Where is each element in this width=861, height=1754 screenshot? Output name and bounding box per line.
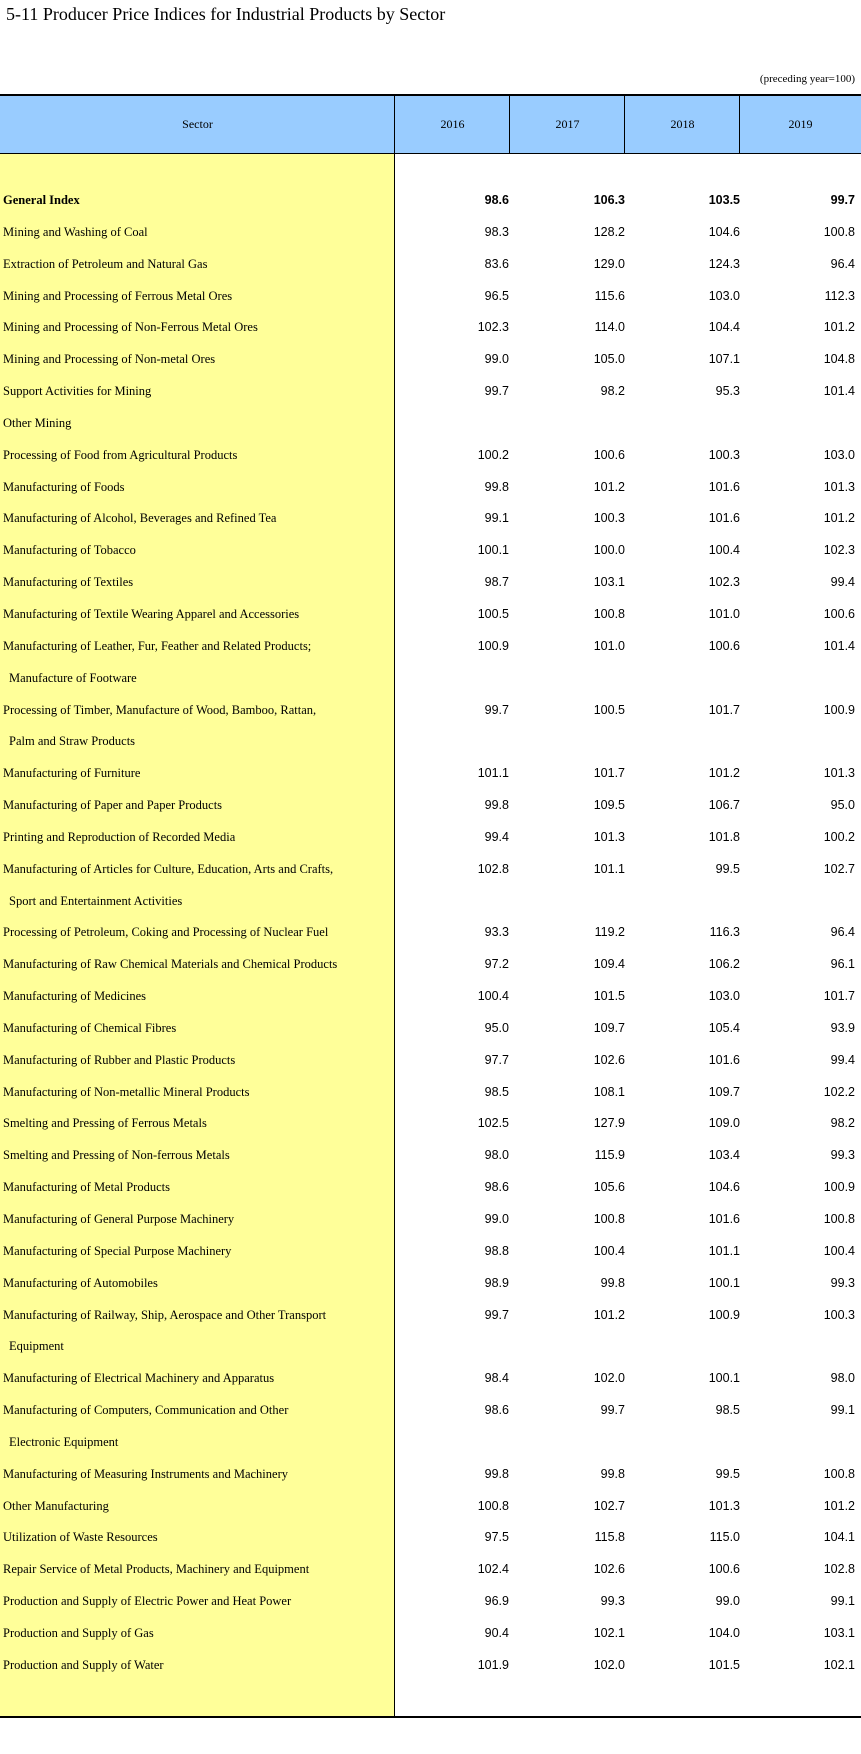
table-row: [0, 822, 861, 854]
value-2017: 101.2: [593, 479, 625, 494]
table-row: [0, 1108, 861, 1140]
sector-label: Manufacturing of Computers, Communication and Other: [3, 1403, 289, 1418]
value-2016: 96.9: [484, 1594, 509, 1609]
value-2018: 115.0: [709, 1530, 740, 1545]
value-2017: 99.3: [600, 1594, 625, 1609]
table-row: [0, 567, 861, 599]
value-2016: 97.7: [484, 1052, 509, 1067]
value-2017: 101.0: [593, 638, 625, 653]
sector-label: Other Manufacturing: [3, 1498, 109, 1513]
sector-label: Processing of Petroleum, Coking and Processing of Nuclear Fuel: [3, 925, 329, 940]
sector-label: Manufacturing of Tobacco: [3, 543, 136, 558]
value-2019: 99.1: [830, 1403, 855, 1418]
value-2019: 101.2: [823, 511, 855, 526]
table-row: [0, 1554, 861, 1586]
value-2017: 102.0: [593, 1657, 625, 1672]
sector-label: Manufacturing of Measuring Instruments and Machinery: [3, 1466, 288, 1481]
value-2017: 102.0: [593, 1371, 625, 1386]
table-row: [0, 1268, 861, 1300]
sector-label: Manufacturing of Raw Chemical Materials and Chemical Products: [3, 957, 338, 972]
value-2016: 98.6: [484, 1180, 509, 1195]
value-2017: 109.7: [593, 1020, 625, 1035]
value-2019: 96.4: [830, 925, 855, 940]
value-2017: 102.6: [593, 1562, 625, 1577]
value-2017: 105.6: [593, 1180, 625, 1195]
table-body: [0, 185, 861, 1682]
sector-label: Manufacturing of Furniture: [3, 766, 141, 781]
value-2018: 109.0: [708, 1116, 740, 1131]
value-2017: 100.5: [593, 702, 625, 717]
value-2018: 95.3: [715, 384, 740, 399]
table-row: [0, 949, 861, 981]
value-2018: 109.7: [708, 1084, 740, 1099]
value-2019: 93.9: [830, 1020, 855, 1035]
value-2018: 100.9: [708, 1307, 740, 1322]
table-row: [0, 1586, 861, 1618]
table-row: [0, 886, 861, 918]
value-2017: 102.7: [593, 1498, 625, 1513]
value-2016: 98.8: [484, 1243, 509, 1258]
value-2018: 100.1: [708, 1275, 740, 1290]
value-2019: 100.8: [823, 224, 855, 239]
value-2018: 101.2: [708, 766, 740, 781]
value-2019: 102.7: [823, 861, 855, 876]
sector-label: Palm and Straw Products: [9, 734, 136, 749]
value-2016: 98.4: [484, 1371, 509, 1386]
value-2018: 104.0: [708, 1625, 740, 1640]
value-2018: 103.5: [708, 193, 740, 207]
value-2017: 115.8: [594, 1530, 625, 1545]
value-2016: 100.5: [477, 606, 509, 621]
sector-label: Manufacturing of Leather, Fur, Feather and Related Products;: [3, 638, 312, 653]
value-2017: 100.8: [593, 606, 625, 621]
value-2016: 99.4: [484, 829, 509, 844]
table-row: [0, 1618, 861, 1650]
value-2016: 98.7: [484, 575, 509, 590]
sector-label: Manufacturing of Chemical Fibres: [3, 1020, 177, 1035]
value-2017: 102.6: [593, 1052, 625, 1067]
value-2019: 99.3: [830, 1275, 855, 1290]
value-2018: 101.6: [708, 479, 740, 494]
sector-label: Support Activities for Mining: [3, 384, 152, 399]
sector-label: Manufacturing of Non-metallic Mineral Products: [3, 1084, 250, 1099]
value-2019: 100.2: [823, 829, 855, 844]
table-row: [0, 535, 861, 567]
sector-label: Manufacturing of Medicines: [3, 989, 147, 1004]
value-2016: 100.4: [477, 989, 509, 1004]
value-2018: 104.6: [708, 224, 740, 239]
value-2019: 98.0: [830, 1371, 855, 1386]
value-2016: 102.8: [477, 861, 509, 876]
sector-label: Equipment: [9, 1339, 64, 1354]
table-row: [0, 1459, 861, 1491]
sector-label: Processing of Timber, Manufacture of Wood, Bamboo, Rattan,: [3, 702, 317, 717]
header-divider: [624, 96, 625, 153]
sector-label: Sport and Entertainment Activities: [9, 893, 183, 908]
value-2016: 99.0: [484, 1212, 509, 1226]
value-2017: 108.1: [593, 1084, 625, 1099]
header-sector: Sector: [182, 117, 213, 131]
value-2016: 100.1: [477, 543, 509, 558]
value-2016: 95.0: [484, 1020, 509, 1035]
table-row: [0, 1077, 861, 1109]
value-2018: 99.0: [715, 1594, 740, 1609]
table-row: [0, 376, 861, 408]
value-2019: 102.8: [823, 1562, 855, 1577]
value-2016: 99.7: [484, 702, 509, 717]
value-2019: 99.4: [830, 1052, 855, 1067]
value-2019: 100.9: [823, 1180, 855, 1195]
sector-label: Production and Supply of Electric Power and Heat Power: [3, 1594, 292, 1609]
sector-label: Mining and Washing of Coal: [3, 224, 148, 239]
value-2018: 124.3: [708, 256, 740, 271]
sector-label: Manufacture of Footware: [9, 670, 137, 685]
value-2018: 100.3: [708, 447, 740, 462]
value-2016: 93.3: [484, 925, 509, 940]
table-row: [0, 981, 861, 1013]
value-2019: 101.7: [823, 989, 855, 1004]
value-2019: 101.4: [823, 638, 855, 653]
value-2017: 109.5: [593, 798, 625, 813]
table-row: [0, 1522, 861, 1554]
value-2019: 99.7: [830, 193, 855, 207]
value-2018: 105.4: [708, 1020, 740, 1035]
value-2017: 99.8: [600, 1466, 625, 1481]
value-2016: 99.0: [484, 352, 509, 367]
table-row: [0, 1363, 861, 1395]
value-2017: 99.8: [600, 1275, 625, 1290]
value-2017: 105.0: [593, 352, 625, 367]
header-year-2019: 2019: [788, 117, 813, 131]
value-2017: 114.0: [594, 320, 625, 335]
value-2018: 101.6: [708, 511, 740, 526]
sector-label: Manufacturing of Alcohol, Beverages and Refined Tea: [3, 511, 277, 526]
value-2017: 100.4: [593, 1243, 625, 1258]
value-2016: 99.8: [484, 1466, 509, 1481]
table-row: [0, 344, 861, 376]
value-2018: 101.8: [708, 829, 740, 844]
table-row: [0, 185, 861, 217]
value-2018: 103.0: [708, 288, 740, 303]
value-2016: 96.5: [484, 288, 509, 303]
sector-label: Manufacturing of Textile Wearing Apparel and Accessories: [3, 606, 300, 621]
value-2019: 101.4: [823, 384, 855, 399]
value-2018: 106.2: [708, 957, 740, 972]
header-divider: [394, 96, 395, 153]
value-2017: 128.2: [593, 224, 625, 239]
value-2019: 96.4: [830, 256, 855, 271]
sector-label: Manufacturing of Paper and Paper Products: [3, 798, 223, 813]
value-2016: 98.0: [484, 1148, 509, 1163]
value-2017: 100.8: [593, 1212, 625, 1226]
value-2019: 102.2: [823, 1084, 855, 1099]
value-2017: 102.1: [593, 1625, 625, 1640]
header-year-2016: 2016: [440, 117, 465, 131]
value-2017: 127.9: [593, 1116, 625, 1131]
value-2016: 100.9: [477, 638, 509, 653]
value-2019: 103.1: [823, 1625, 855, 1640]
sector-label: Manufacturing of Articles for Culture, Education, Arts and Crafts,: [3, 861, 334, 876]
value-2019: 103.0: [823, 447, 855, 462]
value-2016: 99.8: [484, 798, 509, 813]
sector-label: Electronic Equipment: [9, 1434, 119, 1449]
table-row: [0, 599, 861, 631]
table-row: [0, 1395, 861, 1427]
value-2019: 104.8: [823, 352, 855, 367]
table-row: [0, 726, 861, 758]
value-2018: 98.5: [715, 1403, 740, 1418]
value-2019: 100.4: [823, 1243, 855, 1258]
value-2016: 97.2: [484, 957, 509, 972]
value-2017: 109.4: [593, 957, 625, 972]
sector-label: Production and Supply of Water: [3, 1657, 164, 1672]
table-row: [0, 217, 861, 249]
sector-label: Repair Service of Metal Products, Machinery and Equipment: [3, 1562, 310, 1577]
sector-label: Manufacturing of Automobiles: [3, 1275, 158, 1290]
table-row: [0, 249, 861, 281]
header-year-2017: 2017: [555, 117, 580, 131]
table-header: [0, 96, 861, 154]
value-2018: 99.5: [715, 1466, 740, 1481]
sector-label: Manufacturing of Railway, Ship, Aerospace and Other Transport: [3, 1307, 327, 1322]
value-2018: 101.6: [708, 1052, 740, 1067]
value-2019: 98.2: [830, 1116, 855, 1131]
value-2016: 98.9: [484, 1275, 509, 1290]
value-2017: 119.2: [594, 925, 625, 940]
value-2017: 101.7: [593, 766, 625, 781]
value-2019: 95.0: [830, 798, 855, 813]
sector-label: Manufacturing of Special Purpose Machinery: [3, 1243, 232, 1258]
value-2017: 106.3: [593, 193, 625, 207]
sector-label: Other Mining: [3, 415, 72, 430]
value-2016: 98.6: [484, 1403, 509, 1418]
sector-label: Manufacturing of Foods: [3, 479, 125, 494]
header-divider: [509, 96, 510, 153]
value-2019: 100.8: [823, 1466, 855, 1481]
header-divider: [739, 96, 740, 153]
value-2019: 100.8: [823, 1212, 855, 1226]
sector-label: Manufacturing of Textiles: [3, 575, 134, 590]
table-bottom-rule: [0, 1716, 861, 1718]
value-2018: 103.0: [708, 989, 740, 1004]
value-2018: 100.6: [708, 638, 740, 653]
sector-label: General Index: [3, 193, 80, 207]
value-2017: 100.3: [593, 511, 625, 526]
value-2016: 101.9: [477, 1657, 509, 1672]
value-2018: 101.1: [708, 1243, 740, 1258]
value-2018: 104.6: [708, 1180, 740, 1195]
value-2016: 90.4: [484, 1625, 509, 1640]
table-row: [0, 1491, 861, 1523]
value-2019: 99.1: [830, 1594, 855, 1609]
page-title: 5-11 Producer Price Indices for Industrial Products by Sector: [6, 4, 446, 24]
header-year-2018: 2018: [670, 117, 695, 131]
value-2019: 102.3: [823, 543, 855, 558]
value-2019: 101.3: [823, 479, 855, 494]
value-2016: 102.3: [477, 320, 509, 335]
table-row: [0, 472, 861, 504]
value-2016: 98.5: [484, 1084, 509, 1099]
value-2019: 100.9: [823, 702, 855, 717]
sector-label: Smelting and Pressing of Ferrous Metals: [3, 1116, 207, 1131]
value-2016: 83.6: [484, 256, 509, 271]
value-2018: 100.6: [708, 1562, 740, 1577]
table-row: [0, 790, 861, 822]
table-row: [0, 1204, 861, 1236]
value-2019: 100.3: [823, 1307, 855, 1322]
value-2017: 99.7: [600, 1403, 625, 1418]
value-2018: 104.4: [708, 320, 740, 335]
sector-label: Mining and Processing of Ferrous Metal Ores: [3, 288, 233, 303]
value-2017: 103.1: [593, 575, 625, 590]
value-2017: 101.1: [593, 861, 625, 876]
value-2017: 101.2: [593, 1307, 625, 1322]
table-row: [0, 281, 861, 313]
table-row: [0, 440, 861, 472]
sector-label: Utilization of Waste Resources: [3, 1530, 158, 1545]
value-2018: 106.7: [708, 798, 740, 813]
table-row: [0, 1427, 861, 1459]
value-2017: 100.6: [593, 447, 625, 462]
sector-label: Manufacturing of Metal Products: [3, 1180, 170, 1195]
value-2018: 101.5: [708, 1657, 740, 1672]
table-row: [0, 1236, 861, 1268]
value-2016: 99.7: [484, 384, 509, 399]
value-2018: 101.3: [708, 1498, 740, 1513]
value-2016: 99.1: [484, 511, 509, 526]
sector-label: Production and Supply of Gas: [3, 1625, 154, 1640]
value-2018: 107.1: [708, 352, 740, 367]
value-2016: 99.8: [484, 479, 509, 494]
value-2016: 98.3: [484, 224, 509, 239]
value-2019: 102.1: [823, 1657, 855, 1672]
table-row: [0, 631, 861, 663]
table-row: [0, 1331, 861, 1363]
value-2018: 101.0: [708, 606, 740, 621]
value-2016: 102.4: [477, 1562, 509, 1577]
table-row: [0, 663, 861, 695]
sector-label: Manufacturing of Electrical Machinery and Apparatus: [3, 1371, 275, 1386]
table-row: [0, 408, 861, 440]
value-2018: 102.3: [708, 575, 740, 590]
table-row: [0, 758, 861, 790]
value-2019: 96.1: [830, 957, 855, 972]
table-row: [0, 1300, 861, 1332]
value-2016: 100.8: [477, 1498, 509, 1513]
value-2016: 98.6: [484, 193, 509, 207]
value-2016: 100.2: [477, 447, 509, 462]
value-2016: 97.5: [484, 1530, 509, 1545]
value-2018: 103.4: [708, 1148, 740, 1163]
table-row: [0, 695, 861, 727]
sector-label: Manufacturing of Rubber and Plastic Products: [3, 1052, 236, 1067]
sector-label: Extraction of Petroleum and Natural Gas: [3, 256, 208, 271]
value-2019: 101.2: [823, 1498, 855, 1513]
sector-label: Manufacturing of General Purpose Machinery: [3, 1212, 235, 1226]
sector-label: Mining and Processing of Non-metal Ores: [3, 352, 216, 367]
value-2017: 100.0: [593, 543, 625, 558]
value-2016: 102.5: [477, 1116, 509, 1131]
table-row: [0, 1045, 861, 1077]
value-2019: 101.3: [823, 766, 855, 781]
value-2019: 99.3: [830, 1148, 855, 1163]
value-2018: 100.1: [708, 1371, 740, 1386]
value-2018: 99.5: [715, 861, 740, 876]
table-row: [0, 1140, 861, 1172]
sector-label: Printing and Reproduction of Recorded Media: [3, 829, 236, 844]
table-row: [0, 312, 861, 344]
value-2019: 112.3: [824, 288, 855, 303]
table-row: [0, 1172, 861, 1204]
value-2018: 101.6: [708, 1212, 740, 1226]
value-2017: 115.9: [594, 1148, 625, 1163]
value-2018: 101.7: [708, 702, 740, 717]
value-2019: 101.2: [823, 320, 855, 335]
value-2017: 115.6: [594, 288, 625, 303]
value-2019: 100.6: [823, 606, 855, 621]
sector-label: Processing of Food from Agricultural Products: [3, 447, 238, 462]
value-2017: 98.2: [600, 384, 625, 399]
value-2018: 100.4: [708, 543, 740, 558]
value-2017: 101.3: [593, 829, 625, 844]
table-row: [0, 1650, 861, 1682]
table-row: [0, 1013, 861, 1045]
value-2019: 99.4: [830, 575, 855, 590]
table-row: [0, 854, 861, 886]
value-2018: 116.3: [709, 925, 740, 940]
value-2019: 104.1: [823, 1530, 855, 1545]
value-2017: 101.5: [593, 989, 625, 1004]
sector-label: Smelting and Pressing of Non-ferrous Metals: [3, 1148, 230, 1163]
unit-note: (preceding year=100): [759, 73, 855, 85]
value-2017: 129.0: [593, 256, 625, 271]
sector-label: Mining and Processing of Non-Ferrous Metal Ores: [3, 320, 258, 335]
table-row: [0, 503, 861, 535]
value-2016: 101.1: [477, 766, 509, 781]
value-2016: 99.7: [484, 1307, 509, 1322]
table-row: [0, 917, 861, 949]
